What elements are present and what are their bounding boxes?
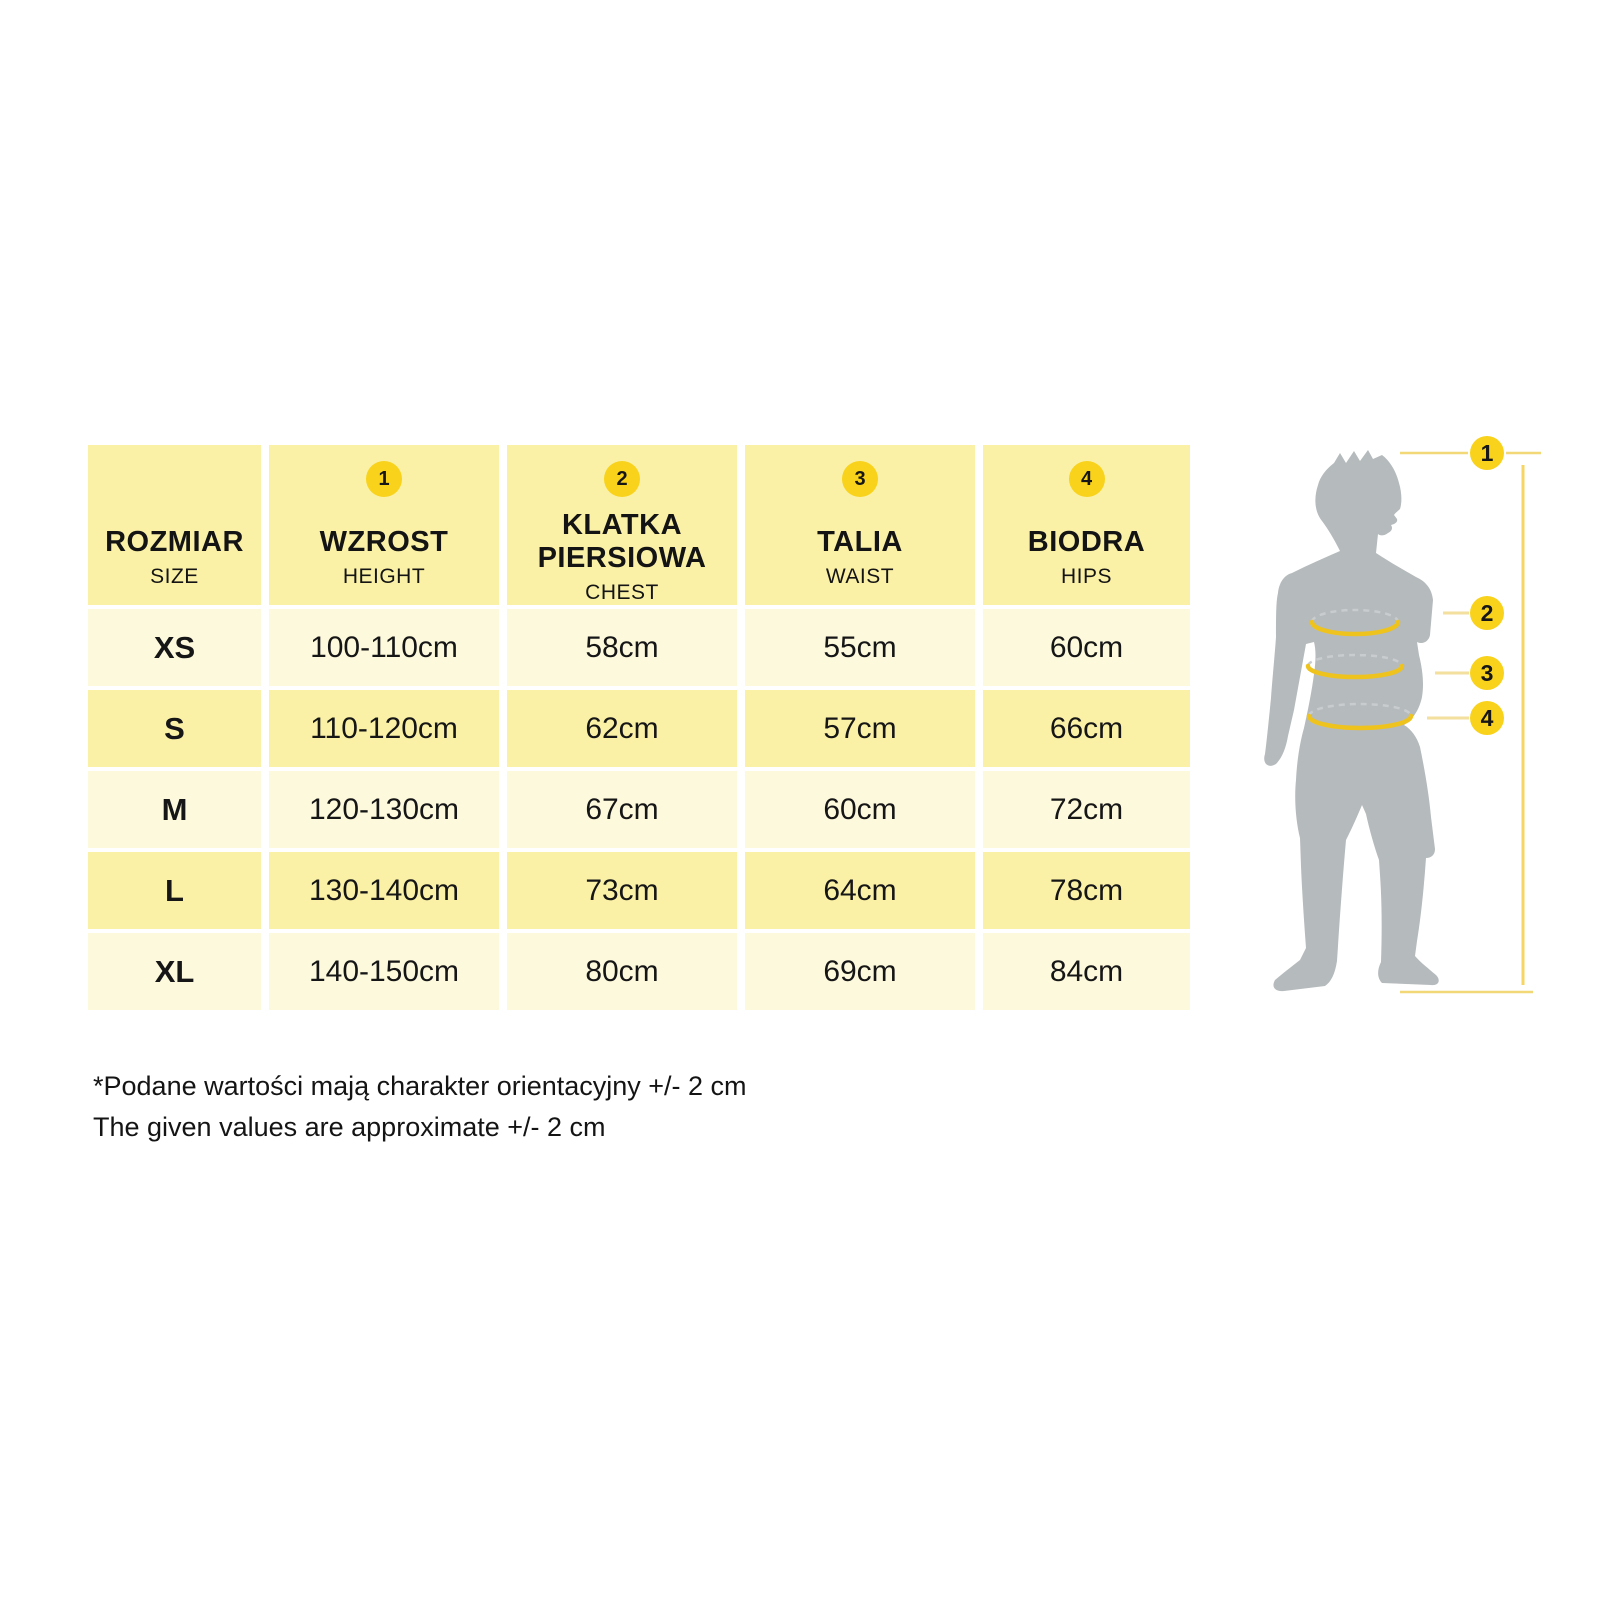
row-s-hips: 66cm	[983, 690, 1190, 767]
row-xl-height: 140-150cm	[269, 933, 499, 1010]
figure-badge-1	[1470, 436, 1504, 470]
row-m-size: M	[88, 771, 261, 848]
header-cell-waist	[745, 445, 975, 605]
figure-badge-3-number: 3	[1480, 660, 1494, 686]
figure-badge-2-number: 2	[1480, 600, 1494, 626]
measure-badge-4: 4	[1069, 461, 1105, 497]
row-xl-chest: 80cm	[507, 933, 737, 1010]
row-m-waist: 60cm	[745, 771, 975, 848]
figure-badge-3	[1470, 656, 1504, 690]
measure-badge-1: 1	[366, 461, 402, 497]
row-xs-size: XS	[88, 609, 261, 686]
row-l-height: 130-140cm	[269, 852, 499, 929]
header-cell-height	[269, 445, 499, 605]
figure-badge-1-number: 1	[1480, 440, 1494, 466]
row-xl-size: XL	[88, 933, 261, 1010]
header-label-en: HIPS	[1060, 564, 1112, 588]
header-cell-size	[88, 445, 261, 605]
figure-badge-2	[1470, 596, 1504, 630]
header-label-pl: KLATKA PIERSIOWA	[537, 509, 707, 574]
row-l-waist: 64cm	[745, 852, 975, 929]
row-s-size: S	[88, 690, 261, 767]
row-xs-hips: 60cm	[983, 609, 1190, 686]
row-l-hips: 78cm	[983, 852, 1190, 929]
size-table	[88, 445, 1190, 1010]
header-label-en: CHEST	[585, 581, 659, 604]
footnote-pl: *Podane wartości mają charakter orientacyjny +/- 2 cm	[93, 1071, 747, 1101]
row-xs-height: 100-110cm	[269, 609, 499, 686]
figure-badge-4	[1470, 701, 1504, 735]
row-xs-chest: 58cm	[507, 609, 737, 686]
figure-badge-4-number: 4	[1480, 705, 1494, 731]
row-xs-waist: 55cm	[745, 609, 975, 686]
row-l-chest: 73cm	[507, 852, 737, 929]
measure-badge-2: 2	[604, 461, 640, 497]
header-cell-hips	[983, 445, 1190, 605]
header-label-pl: BIODRA	[1027, 525, 1146, 558]
header-cell-chest	[507, 445, 737, 605]
header-label-en: SIZE	[150, 564, 199, 588]
row-s-height: 110-120cm	[269, 690, 499, 767]
header-label-pl: WZROST	[319, 525, 449, 558]
measure-badge-3: 3	[842, 461, 878, 497]
row-xl-waist: 69cm	[745, 933, 975, 1010]
row-s-waist: 57cm	[745, 690, 975, 767]
measurement-figure	[1230, 425, 1550, 1010]
header-label-pl: ROZMIAR	[105, 525, 244, 558]
row-xl-hips: 84cm	[983, 933, 1190, 1010]
row-l-size: L	[88, 852, 261, 929]
row-m-height: 120-130cm	[269, 771, 499, 848]
header-label-en: HEIGHT	[342, 564, 426, 588]
footnote-en: The given values are approximate +/- 2 cm	[93, 1112, 606, 1142]
child-silhouette-figure	[1230, 425, 1550, 1010]
row-m-chest: 67cm	[507, 771, 737, 848]
row-m-hips: 72cm	[983, 771, 1190, 848]
header-label-en: WAIST	[825, 564, 895, 588]
row-s-chest: 62cm	[507, 690, 737, 767]
header-label-pl: TALIA	[817, 525, 903, 558]
footnotes	[93, 1066, 747, 1148]
boy-silhouette	[1264, 450, 1439, 991]
